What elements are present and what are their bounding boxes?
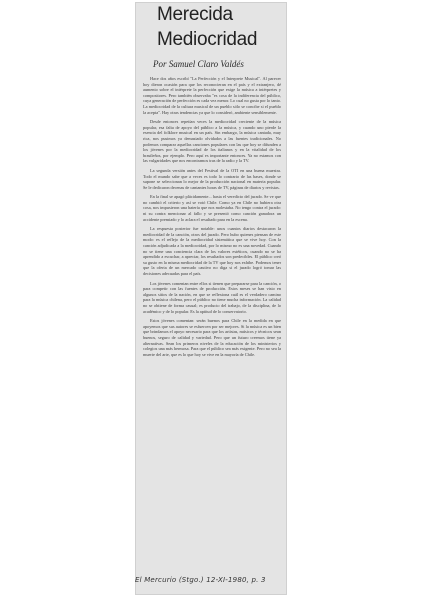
headline-line-2: Mediocridad [157, 29, 258, 50]
article-paragraph: La respuesta posterior fue notable: unos cuantos diarios destacaron la mediocridad de la canción, otros del jurado. Pero hubo quienes piensan de este modo: es el reflejo de la mediocridad sistemática que se vive hoy. Con la canción adjudicada a la mediocridad, por lo mismo no es una novedad. Cuando no se tiene una conciencia clara de los valores estéticos, cuando no se ha aprendido a escuchar, a apreciar, los resultados son predecibles. El público creó su gusto en la misma mediocridad de la TV que hoy nos exhibe. Podemos tener que la oferta de un mercado cautivo no diga si el jurado logró tomar las decisiones adecuadas para el país. [143, 226, 281, 276]
article-byline: Por Samuel Claro Valdés [153, 59, 244, 69]
handwritten-source-note: El Mercurio (Stgo.) 12-XI-1980, p. 3 [135, 576, 266, 584]
article-paragraph: Los jóvenes comentan entre ellos si tienen que prepararse para la canción, o para competir con las fuentes de producción. Estos meses se han visto en algunos sitios de la nación, en que se reflexiona cuál es el verdadero camino para la música chilena, pero el público no tiene mucha información. La calidad no se obtiene de forma casual; es producto del trabajo, de la disciplina, de lo académico y de lo popular. Es la aptitud de lo conservatorio. [143, 280, 281, 314]
article-paragraph: La segunda versión antes del Festival de la OTI en una buena muestra. Todo el mundo sabe que a veces es todo lo contrario de las bases, donde se supone se seleccionan lo mejor de la producción nacional en materia popular. Se le dedicaron decenas de cantantes horas de TV, páginas de diarios y revistas. [143, 167, 281, 190]
article-headline [157, 2, 287, 52]
article-paragraph: En la final se apagó plácidamente... hasta el veredicto del jurado. Se ve que no cambió el criterio y así se votó Chile. Como ya en Chile no hubiera otra cosa, nos impusieron una batería que nos molestaba. No tengo contra el jurado: ni su contra mencionar al fallo y se presentó como canción ganadora un accidente premiado y lo aclara el resultado para en la escena. [143, 194, 281, 222]
article-body [143, 76, 281, 361]
article-paragraph: Desde entonces repetían veces la mediocridad creciente de la música popular, esa falta de apoyo del público a la música, y cuando uno pierde la esencia del folklore musical en un país. Sin embargo, la música cantada, muy rica, nos pusimos ya demasiado olvidados a las fuentes tradicionales. No podemos comparar aquellas canciones populares con las que hoy se difunden a los jóvenes por la mediocridad de los italianos y en la vitalidad de los brasileños, por ejemplo. Pero aquí es importante entonces. Ya no estamos con las vulgaridades que nos encontramos tras de la radio y la TV. [143, 119, 281, 164]
article-paragraph: Estos jóvenes comentan: serán buenos para Chile en la medida en que apoyemos que sus autores se esfuercen por ser mejores. Si la música es un bien que brindamos el apoyo necesario para que los artistas, músicos y técnicos sean buenos, seguro de calidad y variedad. Pero que un futuro creemos tiene ya alternativas. Sean los primeros niveles de la educación de los ministerios y colegios una más hermosa. Para que el público sea más exigente. Pero no sea la muerte del arte, que es lo que hoy se vive en la mayoría de Chile. [143, 318, 281, 357]
headline-line-1: Merecida [157, 4, 233, 25]
newspaper-clipping [135, 2, 287, 595]
article-paragraph: Hace dos años escribí "La Perfección y el Interprete Musical". Al parecer hoy dieron ocasión para que los reconocieran en el país y el extranjero, dé aumento sobre el intérprete la perfección que exige la música a intérpretes y compositores. Pero también observaba "es cosa de la indiferencia del público, cuya generación de perfección es cada vez menor. Lo cual no gusta por lo tanto. La mediocridad de la cultura musical de un pueblo sólo se concibe si el pueblo la acepta". Hay otras tendencias ya que lo consideró, ambiente sensiblemente. [143, 76, 281, 115]
